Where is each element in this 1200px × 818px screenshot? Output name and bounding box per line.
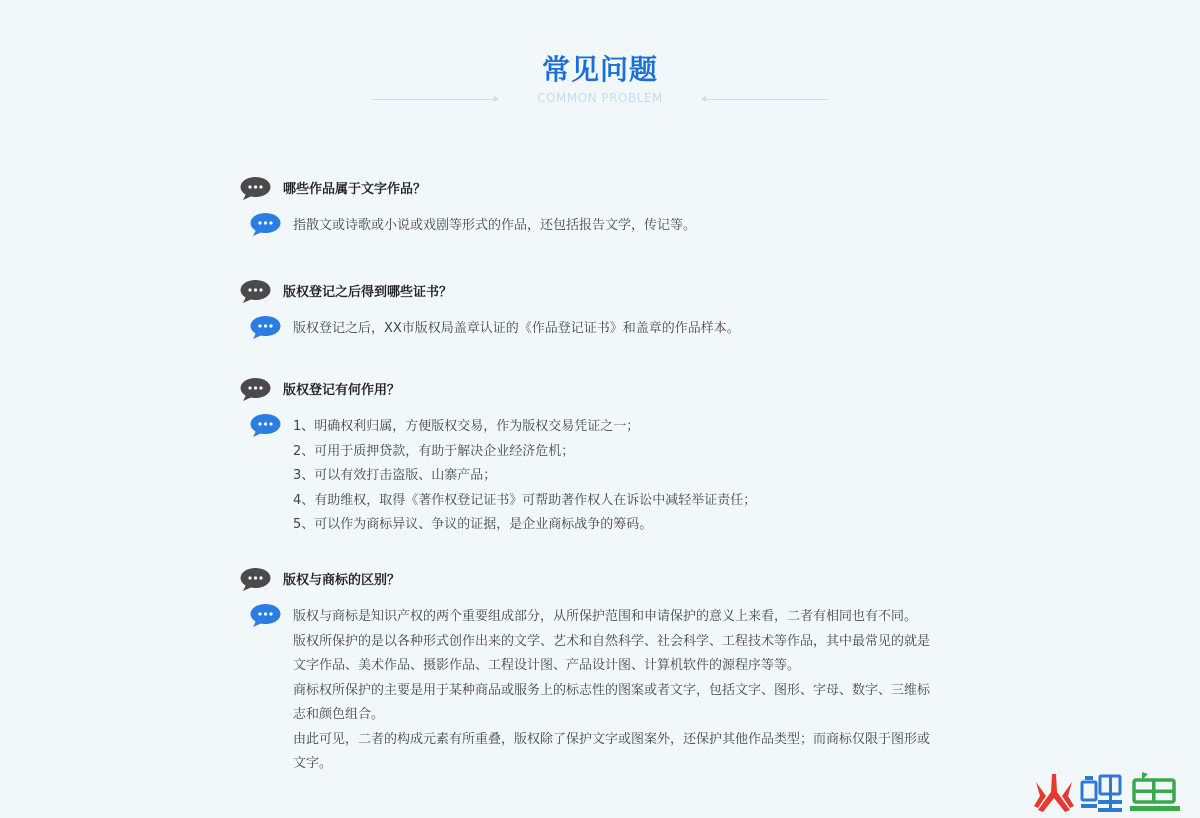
question-bubble-icon [240, 279, 272, 303]
faq-answer [293, 214, 990, 239]
faq-answer-row [240, 415, 990, 538]
answer-bubble-icon [250, 413, 282, 437]
faq-question-row [240, 279, 990, 303]
answer-line: 版权与商标是知识产权的两个重要组成部分，从所保护范围和申请保护的意义上来看，二者有相同也有不同。 [293, 609, 918, 624]
faq-question-row [240, 567, 990, 591]
section-header [0, 0, 1200, 120]
question-bubble-icon [240, 567, 272, 591]
faq-question-row [240, 377, 990, 401]
answer-line: 2、可用于质押贷款，有助于解决企业经济危机； [293, 443, 575, 459]
answer-line: 文字。 [293, 756, 333, 771]
answer-bubble-icon [250, 603, 282, 627]
faq-item [240, 279, 990, 342]
answer-bubble-icon [250, 315, 282, 339]
faq-item [240, 567, 990, 777]
faq-question: 版权登记之后得到哪些证书？ [283, 285, 453, 300]
question-bubble-icon [240, 377, 272, 401]
faq-item [240, 176, 990, 239]
answer-line: 文字作品、美术作品、摄影作品、工程设计图、产品设计图、计算机软件的源程序等等。 [293, 658, 801, 673]
question-bubble-icon [240, 176, 272, 200]
faq-answer-row [240, 214, 990, 239]
faq-question: 哪些作品属于文字作品？ [283, 182, 427, 197]
faq-question: 版权登记有何作用？ [283, 383, 401, 398]
answer-line: 由此可见，二者的构成元素有所重叠，版权除了保护文字或图案外，还保护其他作品类型；而商标仅限于图形或 [293, 731, 931, 747]
answer-line: 商标权所保护的主要是用于某种商品或服务上的标志性的图案或者文字，包括文字、图形、字母、数字、三维标 [293, 682, 931, 698]
answer-line: 指散文或诗歌或小说或戏剧等形式的作品，还包括报告文学，传记等。 [293, 218, 697, 233]
faq-answer [293, 415, 990, 538]
faq-question: 版权与商标的区别？ [283, 573, 401, 588]
answer-line: 1、明确权利归属，方便版权交易，作为版权交易凭证之一； [293, 419, 640, 434]
faq-answer-row [240, 317, 990, 342]
answer-line: 版权登记之后，XX市版权局盖章认证的《作品登记证书》和盖章的作品样本。 [293, 321, 740, 336]
faq-item [240, 377, 990, 538]
faq-question-row [240, 176, 990, 200]
answer-line: 志和颜色组合。 [293, 707, 385, 722]
faq-answer [293, 317, 990, 342]
answer-line: 5、可以作为商标异议、争议的证据，是企业商标战争的筹码。 [293, 517, 653, 532]
brand-logo [1030, 770, 1190, 814]
title-divider-right [702, 99, 828, 100]
page-title: 常见问题 [541, 53, 658, 86]
faq-answer [293, 605, 990, 777]
answer-line: 3、可以有效打击盗版、山寨产品； [293, 468, 497, 483]
answer-bubble-icon [250, 212, 282, 236]
answer-line: 4、有助维权，取得《著作权登记证书》可帮助著作权人在诉讼中减轻举证责任； [293, 492, 757, 508]
answer-line: 版权所保护的是以各种形式创作出来的文学、艺术和自然科学、社会科学、工程技术等作品，其中最常见的就是 [293, 633, 931, 649]
page-subtitle: COMMON PROBLEM [537, 91, 663, 105]
faq-answer-row [240, 605, 990, 777]
